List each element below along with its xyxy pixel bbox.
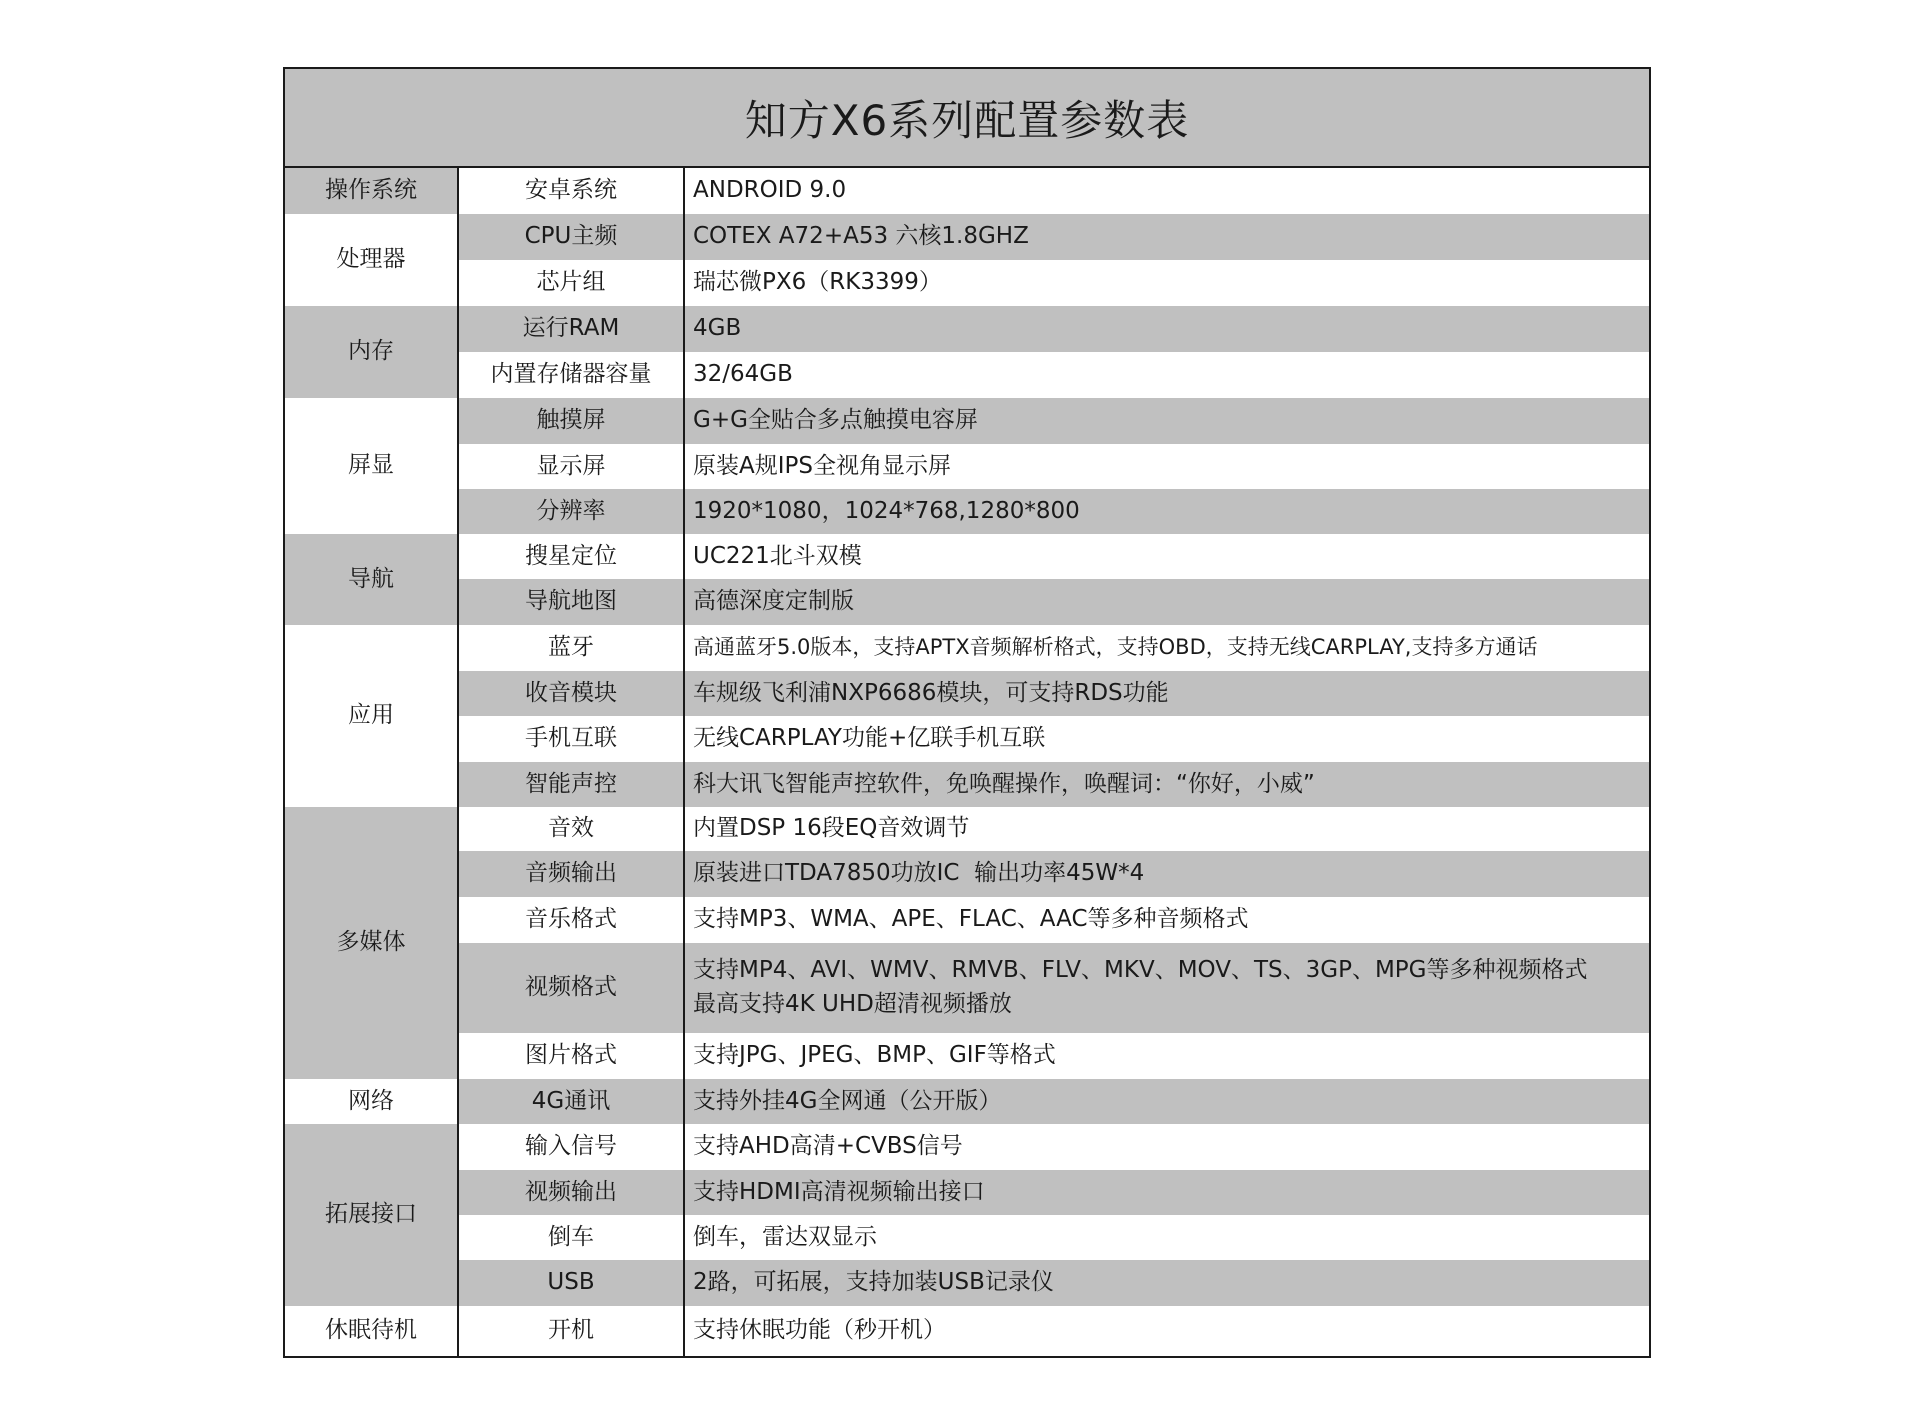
category-standby: 休眠待机	[285, 1306, 458, 1356]
item-label: 内置存储器容量	[458, 352, 684, 398]
value-line: 最高支持4K UHD超清视频播放	[693, 991, 1012, 1017]
item-label: 开机	[458, 1306, 684, 1356]
category-os: 操作系统	[285, 168, 458, 214]
item-value: 32/64GB	[684, 352, 1649, 398]
item-label: 导航地图	[458, 579, 684, 625]
item-value: 支持外挂4G全网通（公开版）	[684, 1079, 1649, 1124]
table-row	[285, 671, 1649, 716]
table-row	[285, 444, 1649, 489]
item-value: 科大讯飞智能声控软件，免唤醒操作，唤醒词：“你好，小威”	[684, 762, 1649, 807]
table-row	[285, 897, 1649, 943]
item-label: 搜星定位	[458, 534, 684, 579]
item-label: 音效	[458, 807, 684, 851]
table-row	[285, 352, 1649, 398]
table-row	[285, 579, 1649, 625]
table-row	[285, 1033, 1649, 1079]
item-value: COTEX A72+A53 六核1.8GHZ	[684, 214, 1649, 260]
category-network: 网络	[285, 1079, 458, 1124]
item-label: 显示屏	[458, 444, 684, 489]
item-label: CPU主频	[458, 214, 684, 260]
item-value: 支持休眠功能（秒开机）	[684, 1306, 1649, 1356]
table-row	[285, 851, 1649, 897]
item-value: 2路，可拓展，支持加装USB记录仪	[684, 1260, 1649, 1306]
item-label: 智能声控	[458, 762, 684, 807]
table-row	[285, 534, 1649, 579]
item-label: 运行RAM	[458, 306, 684, 352]
item-value: UC221北斗双模	[684, 534, 1649, 579]
item-value: 车规级飞利浦NXP6686模块，可支持RDS功能	[684, 671, 1649, 716]
table-row	[285, 398, 1649, 444]
table-row	[285, 1215, 1649, 1260]
item-label: 倒车	[458, 1215, 684, 1260]
item-label: 4G通讯	[458, 1079, 684, 1124]
item-label: 芯片组	[458, 260, 684, 306]
item-label: 收音模块	[458, 671, 684, 716]
table-row	[285, 1079, 1649, 1124]
item-value: 内置DSP 16段EQ音效调节	[684, 807, 1649, 851]
item-label: 音乐格式	[458, 897, 684, 943]
item-value: 瑞芯微PX6（RK3399）	[684, 260, 1649, 306]
item-label: 分辨率	[458, 489, 684, 534]
table-row	[285, 943, 1649, 1033]
value-line: 支持MP4、AVI、WMV、RMVB、FLV、MKV、MOV、TS、3GP、MPG等多种视频格式	[693, 957, 1588, 984]
item-value	[684, 943, 1649, 1033]
item-label: 蓝牙	[458, 625, 684, 671]
item-label: 触摸屏	[458, 398, 684, 444]
category-memory: 内存	[285, 306, 458, 398]
table-row	[285, 214, 1649, 260]
item-label: 安卓系统	[458, 168, 684, 214]
item-value: 4GB	[684, 306, 1649, 352]
table-row	[285, 1124, 1649, 1170]
table-row	[285, 489, 1649, 534]
item-value: 支持HDMI高清视频输出接口	[684, 1170, 1649, 1215]
item-value: 支持JPG、JPEG、BMP、GIF等格式	[684, 1033, 1649, 1079]
item-label: 音频输出	[458, 851, 684, 897]
category-navigation: 导航	[285, 534, 458, 625]
category-applications: 应用	[285, 625, 458, 807]
table-row	[285, 1170, 1649, 1215]
table-row	[285, 625, 1649, 671]
item-value: 1920*1080，1024*768,1280*800	[684, 489, 1649, 534]
category-expansion: 拓展接口	[285, 1124, 458, 1306]
item-value: ANDROID 9.0	[684, 168, 1649, 214]
item-label: 手机互联	[458, 716, 684, 762]
item-value: 原装A规IPS全视角显示屏	[684, 444, 1649, 489]
table-row	[285, 716, 1649, 762]
item-label: 输入信号	[458, 1124, 684, 1170]
item-value: 支持MP3、WMA、APE、FLAC、AAC等多种音频格式	[684, 897, 1649, 943]
item-value: 原装进口TDA7850功放IC 输出功率45W*4	[684, 851, 1649, 897]
item-value: 无线CARPLAY功能+亿联手机互联	[684, 716, 1649, 762]
table-row	[285, 1306, 1649, 1356]
item-label: 图片格式	[458, 1033, 684, 1079]
table-row	[285, 260, 1649, 306]
item-value: 支持AHD高清+CVBS信号	[684, 1124, 1649, 1170]
category-processor: 处理器	[285, 214, 458, 306]
table-row	[285, 306, 1649, 352]
page-title: 知方X6系列配置参数表	[285, 69, 1649, 168]
item-value: 倒车，雷达双显示	[684, 1215, 1649, 1260]
item-value: G+G全贴合多点触摸电容屏	[684, 398, 1649, 444]
spec-sheet	[283, 67, 1651, 1358]
spec-table	[285, 168, 1649, 1356]
table-row	[285, 168, 1649, 214]
item-label: 视频输出	[458, 1170, 684, 1215]
item-value: 高通蓝牙5.0版本，支持APTX音频解析格式，支持OBD，支持无线CARPLAY,支持多方通话	[684, 625, 1649, 671]
item-label: 视频格式	[458, 943, 684, 1033]
item-label: USB	[458, 1260, 684, 1306]
table-row	[285, 762, 1649, 807]
table-row	[285, 807, 1649, 851]
item-value: 高德深度定制版	[684, 579, 1649, 625]
category-display: 屏显	[285, 398, 458, 534]
category-multimedia: 多媒体	[285, 807, 458, 1079]
table-row	[285, 1260, 1649, 1306]
